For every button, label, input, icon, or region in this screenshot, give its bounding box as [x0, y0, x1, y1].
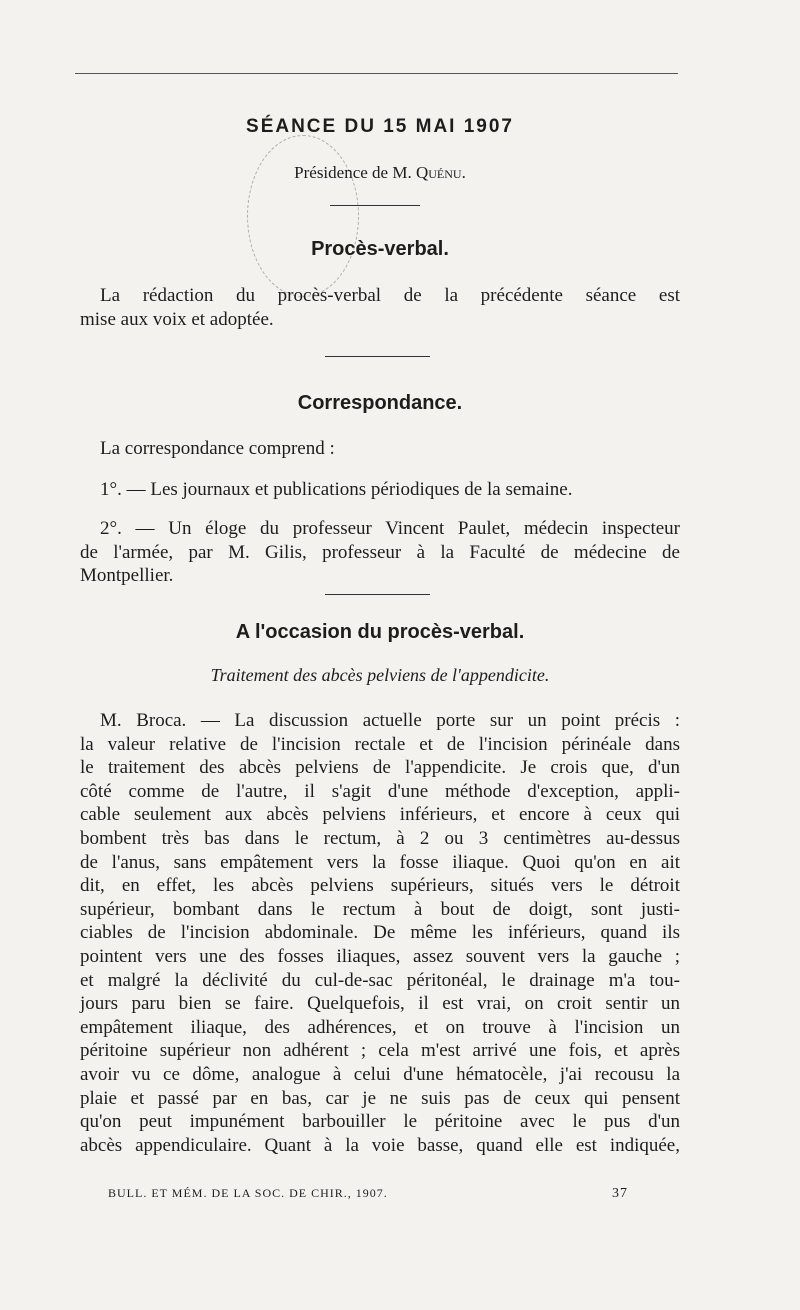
paragraph-line: empâtement iliaque, des adhérences, et on trouve à l'incision un: [80, 1016, 680, 1038]
paragraph-line: Montpellier.: [80, 565, 174, 587]
paragraph-line: abcès appendiculaire. Quant à la voie basse, quand elle est indiquée,: [80, 1134, 680, 1156]
occasion-subtitle: Traitement des abcès pelviens de l'appendicite.: [210, 665, 550, 685]
paragraph-line: avoir vu ce dôme, analogue à celui d'une hématocèle, j'ai recousu la: [80, 1063, 680, 1085]
paragraph-line: péritoine supérieur non adhérent ; cela m'est arrivé une fois, et après: [80, 1040, 680, 1062]
separator-rule: [330, 205, 420, 206]
separator-rule: [325, 356, 430, 357]
paragraph-line: et malgré la déclivité du cul-de-sac péritonéal, le drainage m'a tou-: [80, 969, 680, 991]
paragraph-line: côté comme de l'autre, il s'agit d'une méthode d'exception, appli-: [80, 780, 680, 802]
paragraph-line: qu'on peut impunément barbouiller le péritoine avec le pus d'un: [80, 1111, 680, 1133]
paragraph-line: supérieur, bombant dans le rectum à bout de doigt, sont justi-: [80, 898, 680, 920]
paragraph-line: ciables de l'incision abdominale. De même les inférieurs, quand ils: [80, 922, 680, 944]
correspondance-item-1: [80, 478, 680, 502]
paragraph-line: La correspondance comprend :: [100, 438, 335, 459]
occasion-title: A l'occasion du procès-verbal.: [235, 621, 525, 643]
paragraph-line: de l'anus, sans empâtement vers la fosse iliaque. Quoi qu'on en ait: [80, 851, 680, 873]
paragraph-line: bombent très bas dans le rectum, à 2 ou 3 centimètres au-dessus: [80, 827, 680, 849]
broca-paragraph: [80, 709, 680, 1157]
proces-verbal-paragraph: [80, 284, 680, 331]
presidence-prefix: Présidence de M.: [294, 163, 412, 182]
paragraph-line: M. Broca. — La discussion actuelle porte sur un point précis :: [100, 710, 680, 731]
page-footer: [108, 1186, 628, 1202]
separator-rule: [325, 594, 430, 595]
paragraph-line: 1°. — Les journaux et publications périodiques de la semaine.: [100, 479, 573, 500]
paragraph-line: la valeur relative de l'incision rectale et de l'incision périnéale dans: [80, 733, 680, 755]
seance-heading: SÉANCE DU 15 MAI 1907: [246, 116, 514, 137]
library-stamp: [247, 135, 359, 297]
paragraph-line: dit, en effet, les abcès pelviens supérieurs, situés vers le détroit: [80, 875, 680, 897]
paragraph-line: de l'armée, par M. Gilis, professeur à la Faculté de médecine de: [80, 541, 680, 563]
president-name: Quénu.: [415, 163, 466, 182]
paragraph-line: 2°. — Un éloge du professeur Vincent Paulet, médecin inspecteur: [100, 518, 680, 539]
paragraph-line: La rédaction du procès-verbal de la précédente séance est: [100, 285, 680, 306]
paragraph-line: cable seulement aux abcès pelviens inférieurs, et encore à ceux qui: [80, 804, 680, 826]
paragraph-line: pointent vers une des fosses iliaques, assez souvent vers la gauche ;: [80, 945, 680, 967]
correspondance-title: Correspondance.: [297, 392, 463, 414]
proces-verbal-title: Procès-verbal.: [311, 238, 449, 260]
paragraph-line: mise aux voix et adoptée.: [80, 308, 274, 330]
paragraph-line: jours paru bien se faire. Quelquefois, il est vrai, on croit sentir un: [80, 993, 680, 1015]
presidence-line: [80, 163, 680, 183]
journal-reference: BULL. ET MÉM. DE LA SOC. DE CHIR., 1907.: [108, 1186, 388, 1200]
correspondance-intro: [80, 437, 680, 461]
page-number: 37: [612, 1186, 628, 1201]
paragraph-line: le traitement des abcès pelviens de l'appendicite. Je crois que, d'un: [80, 757, 680, 779]
top-rule: [75, 73, 678, 74]
paragraph-line: plaie et passé par en bas, car je ne suis pas de ceux qui pensent: [80, 1087, 680, 1109]
correspondance-item-2: [80, 517, 680, 588]
